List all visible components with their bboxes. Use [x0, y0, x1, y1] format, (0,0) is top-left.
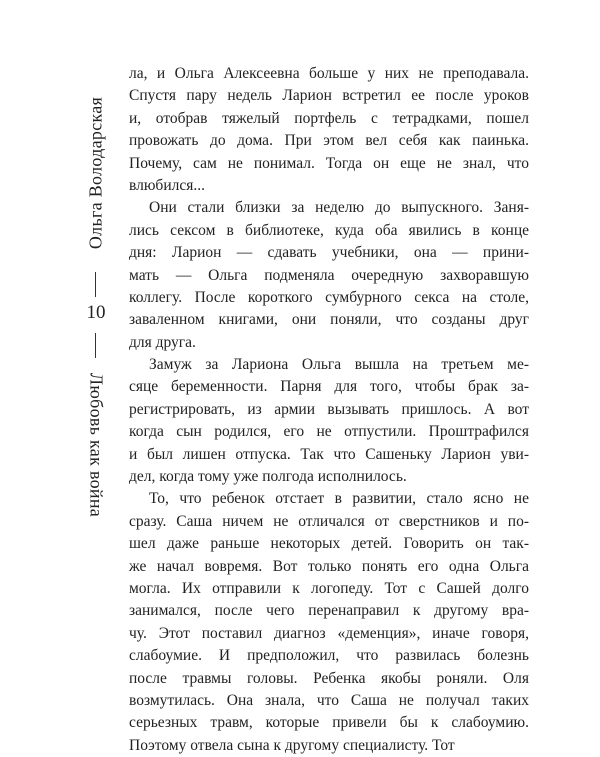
sidebar-rule-bottom	[95, 333, 96, 358]
text-line: мать — Ольга подменяла очередную захворавшую	[129, 266, 529, 284]
text-line: коллегу. После короткого сумбурного секса на столе,	[129, 288, 529, 306]
text-line: возмутилась. Она знала, что Саша не получал таких	[129, 691, 529, 709]
text-line: сяце беременности. Парня для того, чтобы брак за-	[129, 378, 529, 396]
text-line: провожать до дома. При этом вел себя как паинька.	[129, 132, 529, 150]
text-line: Они стали близки за неделю до выпускного. Заня-	[149, 199, 529, 217]
text-line: влюбился...	[129, 176, 205, 194]
text-line: когда сын родился, его не отпустили. Проштрафился	[129, 423, 529, 441]
text-line: после травмы головы. Ребенка якобы роняли. Оля	[129, 669, 529, 687]
text-line: шел даже раньше некоторых детей. Говорить он так-	[129, 535, 529, 553]
paragraph	[129, 63, 529, 197]
text-line: слабоумие. И предположил, что развилась болезнь	[129, 647, 529, 665]
text-line: Спустя пару недель Ларион встретил ее после уроков	[129, 87, 529, 105]
text-line: Почему, сам не понимал. Тогда он еще не знал, что	[129, 154, 529, 172]
running-head-author: Ольга Володарская	[85, 96, 106, 250]
text-line: занимался, после чего перенаправил к другому вра-	[129, 602, 529, 620]
text-line: ла, и Ольга Алексеевна больше у них не преподавала.	[129, 65, 529, 82]
text-line: и был лишен отпуска. Так что Сашеньку Ларион уви-	[129, 445, 529, 463]
paragraph	[129, 197, 529, 354]
running-head-book-title: Любовь как война	[86, 372, 107, 518]
text-line: дня: Ларион — сдавать учебники, она — прини-	[129, 244, 529, 262]
text-line: заваленном книгами, они поняли, что созданы друг	[129, 311, 529, 329]
paragraph	[129, 488, 529, 757]
text-line: могла. Их отправили к логопеду. Тот с Сашей долго	[129, 579, 529, 597]
text-line: дел, когда тому уже полгода исполнилось.	[129, 468, 407, 486]
text-line: Замуж за Лариона Ольга вышла на третьем ме-	[149, 356, 529, 374]
text-line: чу. Этот поставил диагноз «деменция», иначе говоря,	[129, 624, 529, 642]
text-line: же начал вовремя. Вот только понять его одна Ольга	[129, 557, 529, 575]
text-line: лись сексом в библиотеке, куда оба явились в конце	[129, 221, 529, 239]
text-line: Поэтому отвела сына к другому специалисту. Тот	[129, 736, 455, 754]
paragraph	[129, 354, 529, 488]
sidebar-rule-top	[95, 272, 96, 297]
text-line: для друга.	[129, 333, 196, 351]
text-line: регистрировать, из армии вызывать пришлось. А вот	[129, 400, 529, 418]
body-text	[129, 63, 529, 757]
text-line: серьезных травм, которые привели бы к слабоумию.	[129, 714, 529, 732]
text-line: сразу. Саша ничем не отличался от сверстников и по-	[129, 512, 529, 530]
page-number: 10	[86, 302, 106, 323]
text-line: и, отобрав тяжелый портфель с тетрадками, пошел	[129, 109, 529, 127]
text-line: То, что ребенок отстает в развитии, стало ясно не	[149, 490, 529, 508]
page-sidebar	[76, 60, 116, 560]
